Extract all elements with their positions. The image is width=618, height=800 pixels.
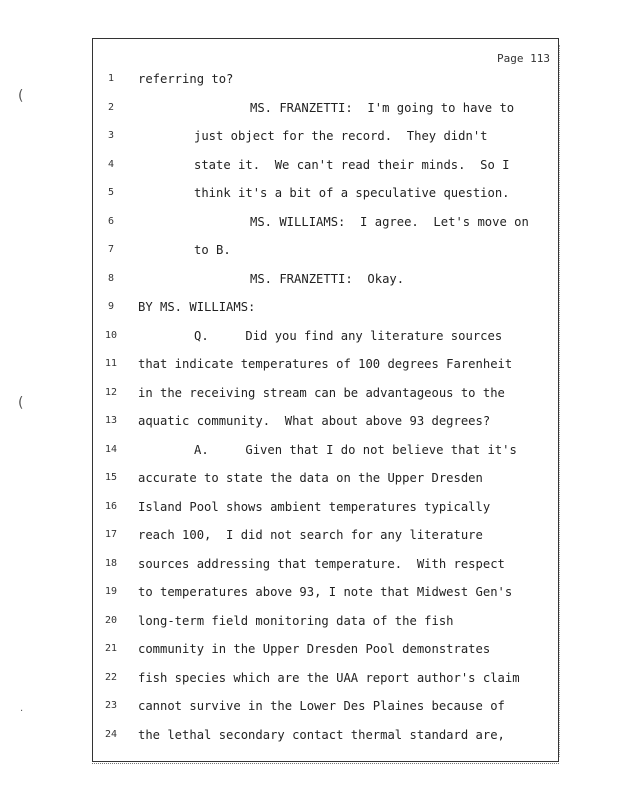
line-text: MS. FRANZETTI: Okay. <box>250 271 405 286</box>
transcript-line <box>93 383 558 403</box>
transcript-line <box>93 69 558 89</box>
line-text: that indicate temperatures of 100 degrees Farenheit <box>138 357 513 371</box>
line-number: 1 <box>107 73 115 84</box>
transcript-line <box>93 639 558 659</box>
line-number: 19 <box>104 586 118 597</box>
line-text: MS. WILLIAMS: I agree. Let's move on <box>250 214 529 229</box>
line-number: 2 <box>107 101 115 113</box>
line-text: A. Given that I do not believe that it's <box>194 442 517 457</box>
transcript-line <box>93 411 558 431</box>
left-margin-mark-bottom: . <box>20 703 24 714</box>
left-margin-mark-middle: ( <box>18 395 24 411</box>
line-number: 16 <box>104 500 118 512</box>
page-number: Page 113 <box>497 52 550 65</box>
line-number: 8 <box>107 272 115 284</box>
transcript-line <box>93 611 558 631</box>
right-edge-dots <box>559 45 562 757</box>
line-text: just object for the record. They didn't <box>194 129 488 143</box>
line-text: the lethal secondary contact thermal standard are, <box>138 727 505 742</box>
line-number: 14 <box>104 443 118 455</box>
line-text: fish species which are the UAA report author's claim <box>138 670 520 685</box>
transcript-line <box>93 468 558 488</box>
line-number: 15 <box>104 472 118 483</box>
line-text: cannot survive in the Lower Des Plaines because of <box>138 699 505 713</box>
line-number: 24 <box>104 728 118 740</box>
line-text: accurate to state the data on the Upper Dresden <box>138 471 483 485</box>
line-number: 3 <box>107 130 115 141</box>
line-number: 6 <box>107 215 115 227</box>
line-text: referring to? <box>138 72 234 86</box>
line-text: BY MS. WILLIAMS: <box>138 300 256 314</box>
line-number: 18 <box>104 557 118 569</box>
left-margin-mark-top: ( <box>18 88 24 104</box>
transcript-line <box>93 240 558 260</box>
transcript-line <box>93 554 558 574</box>
transcript-line <box>93 126 558 146</box>
line-text: in the receiving stream can be advantageous to the <box>138 385 505 400</box>
transcript-line <box>93 326 558 346</box>
bottom-rule <box>92 763 559 765</box>
transcript-line <box>93 725 558 745</box>
transcript-line <box>93 440 558 460</box>
line-text: to B. <box>194 243 231 257</box>
transcript-line <box>93 525 558 545</box>
line-text: sources addressing that temperature. With respect <box>138 556 505 571</box>
line-number: 17 <box>104 529 118 540</box>
line-number: 20 <box>104 614 118 626</box>
line-text: to temperatures above 93, I note that Midwest Gen's <box>138 585 513 599</box>
transcript-line <box>93 497 558 517</box>
line-number: 12 <box>104 386 118 398</box>
transcript-line <box>93 354 558 374</box>
line-number: 23 <box>104 700 118 711</box>
transcript-line <box>93 98 558 118</box>
line-number: 10 <box>104 329 118 341</box>
transcript-line <box>93 582 558 602</box>
line-number: 22 <box>104 671 118 683</box>
transcript-page <box>92 38 559 762</box>
line-text: community in the Upper Dresden Pool demonstrates <box>138 642 491 656</box>
line-text: think it's a bit of a speculative question. <box>194 186 510 200</box>
line-number: 4 <box>107 158 115 170</box>
transcript-line <box>93 269 558 289</box>
line-number: 7 <box>107 244 115 255</box>
line-text: state it. We can't read their minds. So I <box>194 157 510 172</box>
transcript-line <box>93 668 558 688</box>
transcript-line <box>93 155 558 175</box>
transcript-line <box>93 212 558 232</box>
transcript-line <box>93 183 558 203</box>
transcript-line <box>93 696 558 716</box>
line-number: 11 <box>104 358 118 369</box>
line-text: MS. FRANZETTI: I'm going to have to <box>250 100 515 115</box>
line-text: long-term field monitoring data of the fish <box>138 613 454 628</box>
line-text: reach 100, I did not search for any literature <box>138 528 483 542</box>
line-number: 9 <box>107 301 115 312</box>
line-text: Island Pool shows ambient temperatures typically <box>138 499 491 514</box>
transcript-line <box>93 297 558 317</box>
line-text: aquatic community. What about above 93 degrees? <box>138 414 491 428</box>
line-number: 5 <box>107 187 115 198</box>
line-text: Q. Did you find any literature sources <box>194 328 503 343</box>
line-number: 13 <box>104 415 118 426</box>
line-number: 21 <box>104 643 118 654</box>
